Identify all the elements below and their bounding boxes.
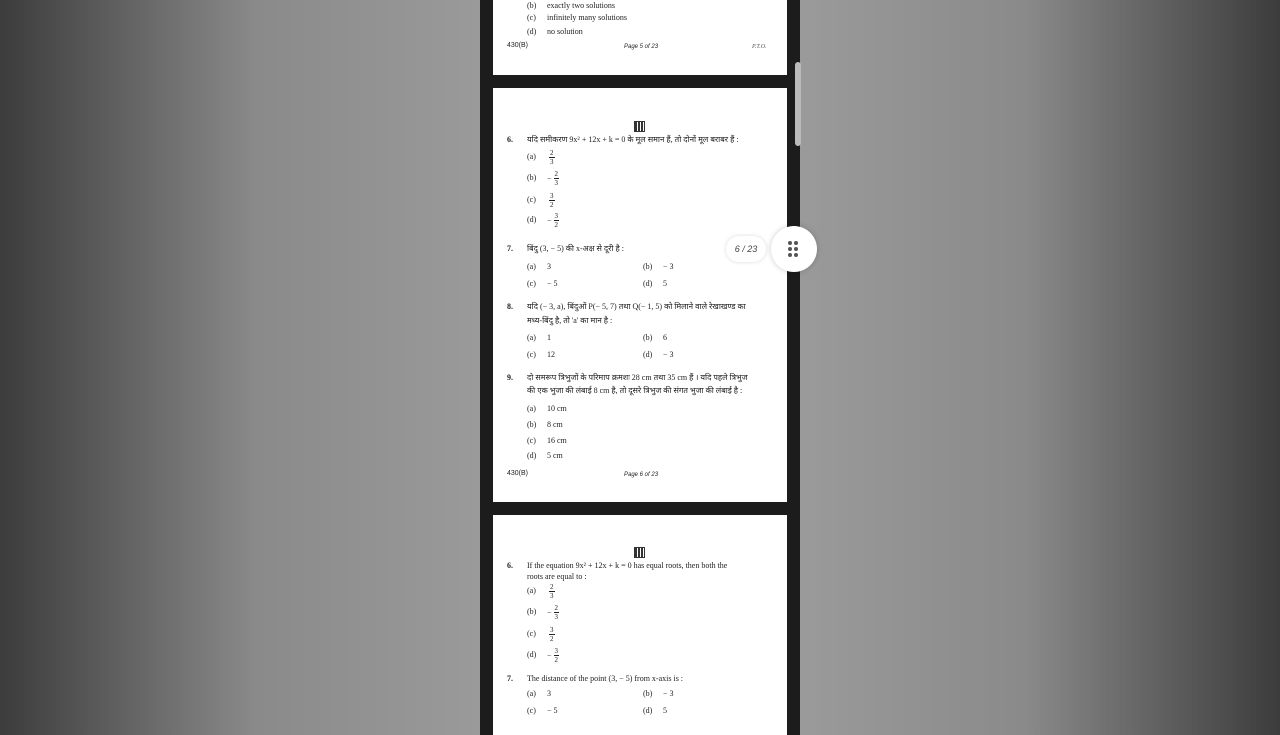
option-label: (c) <box>527 195 536 204</box>
option-label: (d) <box>527 650 537 659</box>
option-text: 10 cm <box>547 404 567 413</box>
page-5 <box>493 0 787 75</box>
page-indicator: 6 / 23 <box>726 236 766 262</box>
footer-page-number: Page 6 of 23 <box>624 472 659 478</box>
option-text: 3 <box>547 689 551 698</box>
denominator: 2 <box>550 201 554 209</box>
footer-code: 430(B) <box>507 42 529 49</box>
fraction-option <box>547 604 559 621</box>
question-text: roots are equal to : <box>527 572 587 581</box>
option-text: 5 cm <box>547 451 563 460</box>
option-text: − 3 <box>663 350 674 359</box>
denominator: 3 <box>554 613 559 621</box>
fraction-option <box>547 170 559 187</box>
option-text: − 3 <box>663 689 674 698</box>
page-6 <box>493 88 787 502</box>
option-label: (d) <box>527 27 537 36</box>
fraction-option <box>547 626 555 643</box>
fraction <box>549 583 555 600</box>
minus-sign: − <box>547 215 552 225</box>
question-text: मध्य-बिंदु है, तो 'a' का मान है : <box>527 316 613 325</box>
question-number: 9. <box>507 373 513 382</box>
option-text: − 5 <box>547 279 558 288</box>
option-label: (b) <box>643 689 653 698</box>
fraction-option <box>547 212 559 229</box>
option-text: − 3 <box>663 262 674 271</box>
question-number: 7. <box>507 244 513 253</box>
option-label: (b) <box>527 1 537 10</box>
qr-code-icon <box>635 548 644 557</box>
option-label: (a) <box>527 333 536 342</box>
option-label: (d) <box>527 451 537 460</box>
option-label: (a) <box>527 586 536 595</box>
numerator: 3 <box>550 192 554 200</box>
numerator: 3 <box>554 647 559 655</box>
option-label: (d) <box>527 215 537 224</box>
scrollbar[interactable] <box>795 62 801 146</box>
option-label: (d) <box>643 706 653 715</box>
option-text: 8 cm <box>547 420 563 429</box>
option-text: − 5 <box>547 706 558 715</box>
option-label: (d) <box>643 350 653 359</box>
option-label: (c) <box>527 279 536 288</box>
footer-page-number: Page 5 of 23 <box>624 44 659 50</box>
option-label: (b) <box>527 420 537 429</box>
question-text: यदि (− 3, a), बिंदुओं P(− 5, 7) तथा Q(− 1, 5) को मिलाने वाले रेखाखण्ड का <box>527 302 746 311</box>
fraction-option <box>547 192 555 209</box>
denominator: 3 <box>550 592 554 600</box>
option-text: 3 <box>547 262 551 271</box>
denominator: 2 <box>554 656 559 664</box>
option-label: (b) <box>527 607 537 616</box>
numerator: 2 <box>554 604 559 612</box>
footer-code: 430(B) <box>507 470 529 477</box>
option-text: 5 <box>663 279 667 288</box>
fraction-option <box>547 583 555 600</box>
minus-sign: − <box>547 173 552 183</box>
fraction <box>554 170 560 187</box>
question-text: बिंदु (3, − 5) की x-अक्ष से दूरी है : <box>527 244 624 253</box>
denominator: 2 <box>550 635 554 643</box>
minus-sign: − <box>547 607 552 617</box>
minus-sign: − <box>547 650 552 660</box>
qr-code-icon <box>635 122 644 131</box>
numerator: 3 <box>554 212 559 220</box>
fraction <box>554 604 560 621</box>
option-label: (c) <box>527 629 536 638</box>
drag-dots-icon <box>788 241 798 257</box>
question-text: The distance of the point (3, − 5) from x-axis is : <box>527 674 684 683</box>
question-text: की एक भुजा की लंबाई 8 cm है, तो दूसरे त्रिभुज की संगत भुजा की लंबाई है : <box>527 386 743 395</box>
option-label: (b) <box>527 173 537 182</box>
denominator: 2 <box>554 221 559 229</box>
denominator: 3 <box>554 179 559 187</box>
question-number: 8. <box>507 302 513 311</box>
option-label: (c) <box>527 436 536 445</box>
fraction <box>549 149 555 166</box>
option-text: 16 cm <box>547 436 567 445</box>
denominator: 3 <box>550 158 554 166</box>
pto-note: P.T.O. <box>752 44 767 50</box>
fraction-option <box>547 149 555 166</box>
option-text: 5 <box>663 706 667 715</box>
question-text: दो समरूप त्रिभुजों के परिमाप क्रमशः 28 cm तथा 35 cm हैं । यदि पहले त्रिभुज <box>527 373 748 382</box>
option-label: (a) <box>527 689 536 698</box>
fraction-option <box>547 647 559 664</box>
fraction <box>554 647 560 664</box>
fraction <box>549 192 555 209</box>
question-text: यदि समीकरण 9x² + 12x + k = 0 के मूल समान हैं, तो दोनों मूल बराबर हैं : <box>527 135 739 144</box>
numerator: 2 <box>554 170 559 178</box>
option-text: 12 <box>547 350 555 359</box>
option-text: exactly two solutions <box>547 1 615 10</box>
menu-button[interactable] <box>771 226 817 272</box>
option-label: (a) <box>527 262 536 271</box>
option-text: 1 <box>547 333 551 342</box>
numerator: 3 <box>550 626 554 634</box>
option-label: (d) <box>643 279 653 288</box>
numerator: 2 <box>550 149 554 157</box>
option-text: infinitely many solutions <box>547 13 627 22</box>
fraction <box>554 212 560 229</box>
option-text: 6 <box>663 333 667 342</box>
option-text: no solution <box>547 27 583 36</box>
numerator: 2 <box>550 583 554 591</box>
option-label: (a) <box>527 404 536 413</box>
question-text: If the equation 9x² + 12x + k = 0 has equal roots, then both the <box>527 561 728 570</box>
option-label: (c) <box>527 13 536 22</box>
option-label: (b) <box>643 333 653 342</box>
option-label: (a) <box>527 152 536 161</box>
question-number: 6. <box>507 561 513 570</box>
option-label: (c) <box>527 706 536 715</box>
option-label: (b) <box>643 262 653 271</box>
option-label: (c) <box>527 350 536 359</box>
fraction <box>549 626 555 643</box>
question-number: 7. <box>507 674 513 683</box>
question-number: 6. <box>507 135 513 144</box>
